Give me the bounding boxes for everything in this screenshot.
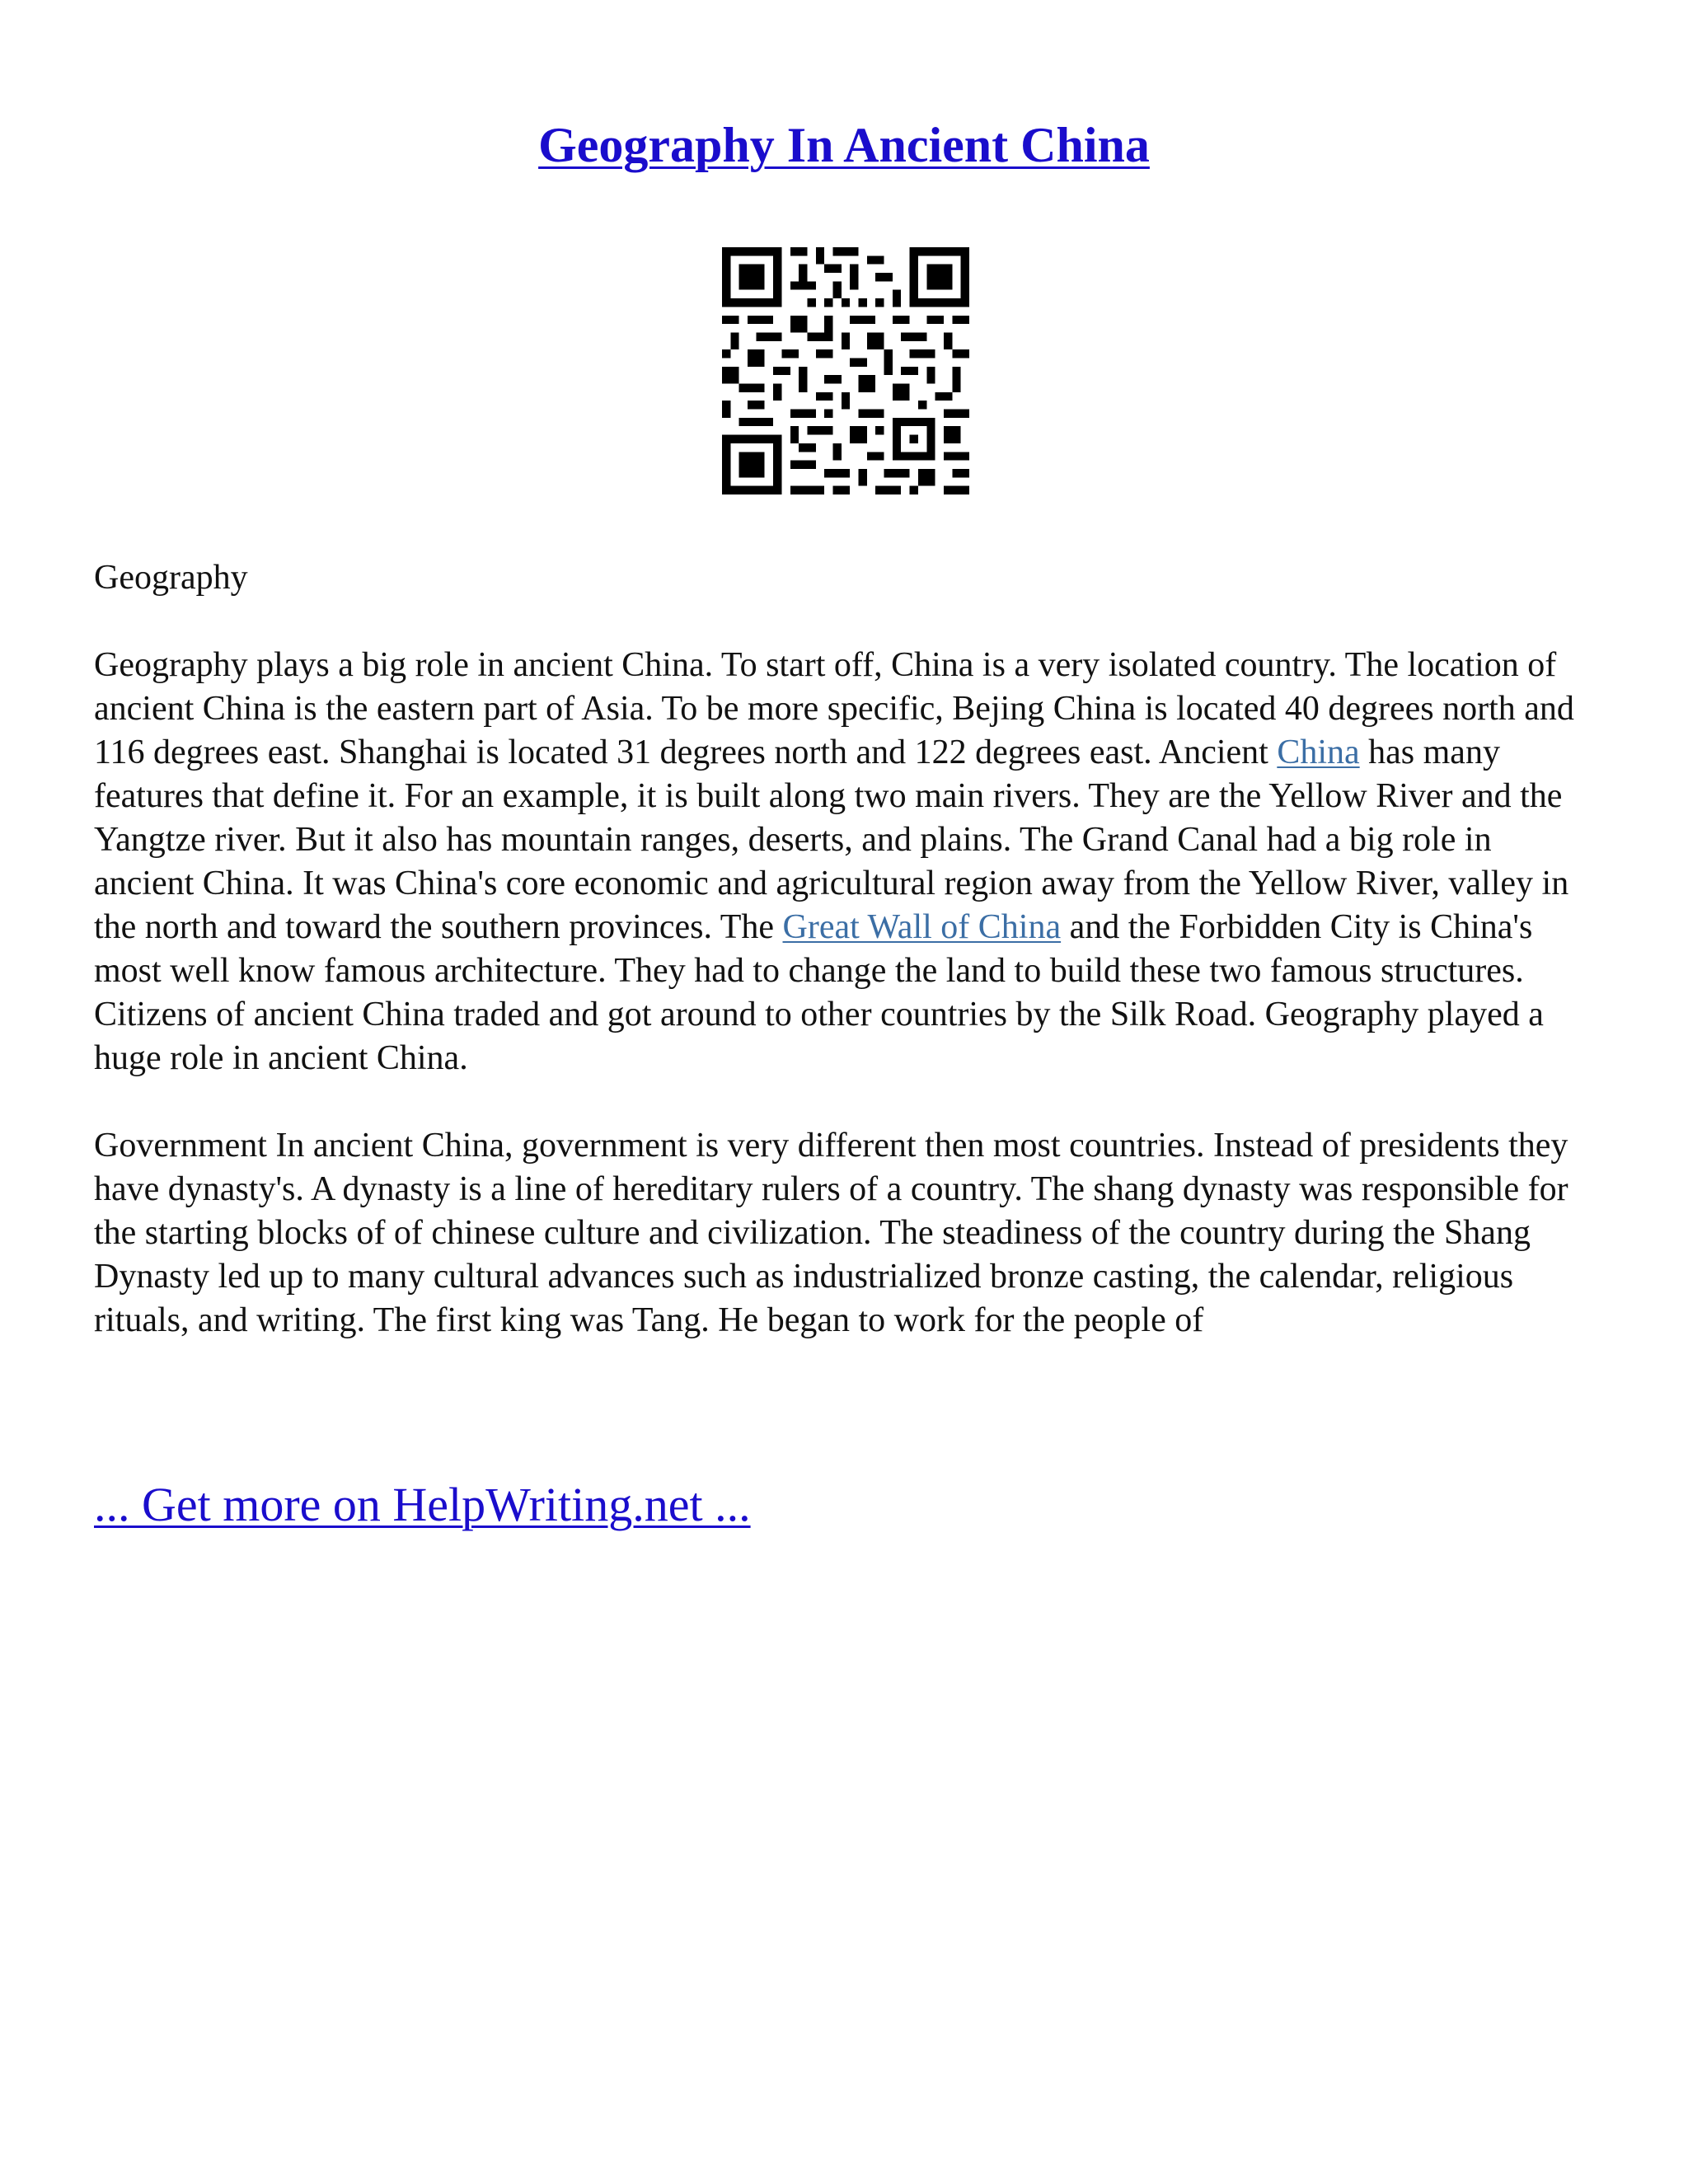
china-link[interactable]: China xyxy=(1277,733,1360,771)
document-title-heading xyxy=(0,114,1688,176)
title-link[interactable]: Geography In Ancient China xyxy=(538,118,1150,172)
section-heading: Geography xyxy=(94,559,248,597)
get-more-link[interactable]: ... Get more on HelpWriting.net ... xyxy=(94,1478,751,1531)
paragraph-text: and the Forbidden City is China's most well know famous architecture. They had to change the land to build these two famous structures. Citizens of ancient China traded and got around to other countries by the Silk Road. Geography played a huge role in ancient China. xyxy=(94,908,1544,1077)
geography-paragraph xyxy=(94,644,1594,1080)
get-more-container xyxy=(94,1475,751,1535)
paragraph-spacer xyxy=(94,600,1594,644)
qr-code-graphic xyxy=(722,247,969,494)
paragraph-text: Geography plays a big role in ancient China. To start off, China is a very isolated country. The location of ancient China is the eastern part of Asia. To be more specific, Bejing China is located 40 degrees north and 116 degrees east. Shanghai is located 31 degrees north and 122 degrees east. Ancient xyxy=(94,646,1574,771)
paragraph-text: has many features that define it. For an example, it is built along two main rivers. They are the Yellow River and the Yangtze river. But it also has mountain ranges, deserts, and plains. The Grand Canal had a big role in ancient China. It was China's core economic and agricultural region away from the Yellow River, valley in the north and toward the southern provinces. The xyxy=(94,733,1569,946)
paragraph-spacer xyxy=(94,1080,1594,1124)
qr-code-icon xyxy=(722,247,969,494)
great-wall-link[interactable]: Great Wall of China xyxy=(782,908,1062,946)
government-paragraph: Government In ancient China, government is very different then most countries. Instead of presidents they have dynasty's. A dynasty is a line of hereditary rulers of a country. The shang dynasty was responsible for the starting blocks of of chinese culture and civilization. The steadiness of the country during the Shang Dynasty led up to many cultural advances such as industrialized bronze casting, the calendar, religious rituals, and writing. The first king was Tang. He began to work for the people of xyxy=(94,1127,1568,1339)
article-body xyxy=(94,556,1594,1343)
